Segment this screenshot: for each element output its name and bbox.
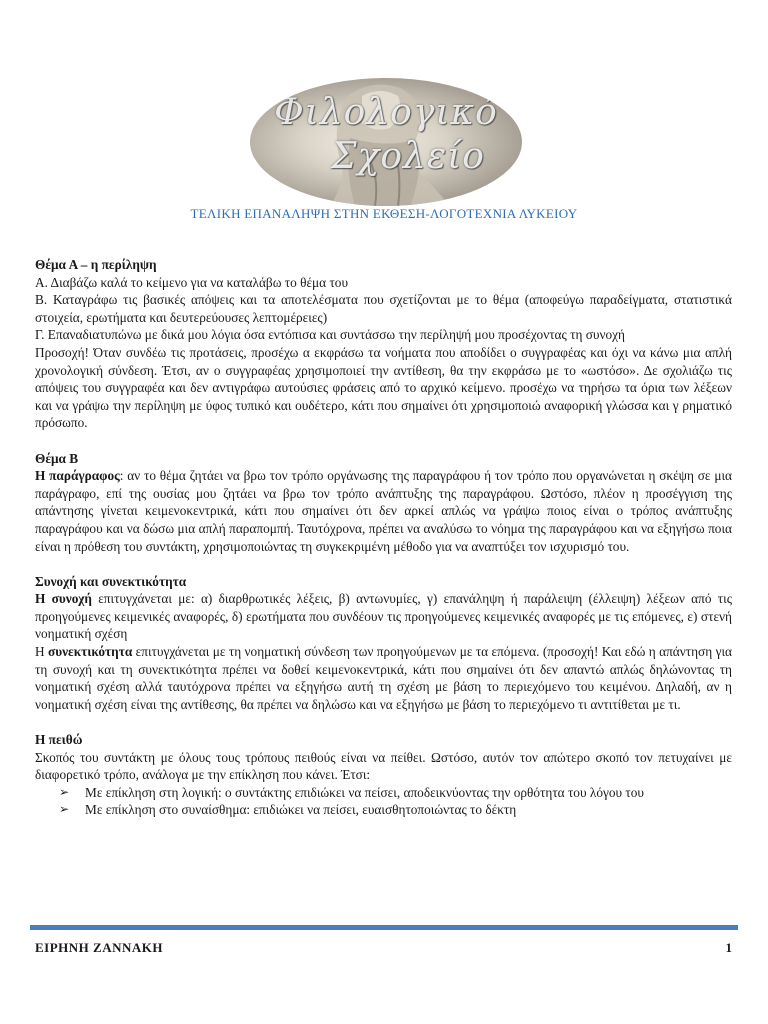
- cohesion-heading: Συνοχή και συνεκτικότητα: [35, 573, 187, 589]
- list-item-text: Με επίκληση στη λογική: ο συντάκτης επιδιώκει να πείσει, αποδεικνύοντας την ορθότητα του λόγου του: [85, 784, 644, 800]
- section-a-note: Προσοχή! Όταν συνδέω τις προτάσεις, προσέχω α εκφράσω τα νοήματα που αποδίδει ο συγγραφέας και όχι να κάνω μια απλή χρονολογική σύνδεση. Έτσι, αν ο συγγραφέας χρησιμοποιεί την αντίθεση, θα την εκφράσω με το «ωστόσο». Δε σχολιάζω τις απόψεις του συγγραφέα και δεν αντιγράφω αυτούσιες φράσεις από το αρχικό κείμενο. προσέχω να τηρήσω τα όρια των λέξεων και να γράψω την περίληψη με ύφος τυπικό και ουδέτερο, κάτι που σημαίνει ότι χρησιμοποιώ αναφορική γλώσσα και γ ρηματικό πρόσωπο.: [35, 344, 732, 431]
- cohesion-term: Η συνοχή: [35, 591, 92, 607]
- list-item: [35, 784, 732, 802]
- arrowhead-bullet-icon: ➢: [59, 784, 70, 799]
- coherence-paragraph: [35, 643, 732, 713]
- cohesion-paragraph: [35, 590, 732, 643]
- arrowhead-bullet-icon: ➢: [59, 802, 70, 817]
- section-b-heading: Θέμα Β: [35, 450, 79, 466]
- coherence-term: συνεκτικότητα: [47, 644, 133, 660]
- footer-author: ΕΙΡΗΝΗ ΖΑΝΝΑΚΗ: [35, 940, 163, 955]
- cohesion-text: επιτυγχάνεται με: α) διαρθρωτικές λέξεις, β) αντωνυμίες, γ) επανάληψη ή παράλειψη (έλλειψη) λέξεων από τις προηγούμενες κειμενικές αναφορές, δ) ερωτήματα που συνδέουν τις προηγούμενες κειμενικές αναφορές με τις επόμενες, ε) στενή νοηματική σχέση: [35, 591, 732, 642]
- section-b-text: : αν το θέμα ζητάει να βρω τον τρόπο οργάνωσης της παραγράφου ή τον τρόπο που οργανώνεται η σκέψη σε μια παράγραφο, επί της ουσίας μου ζητάει να βρω τον τρόπο ανάπτυξης της παραγράφου. Ωστόσο, πλέον η προσέγγιση της απάντησης γίνεται κειμενοκεντρικά, κάτι που σημαίνει ότι δεν αρκεί απλώς να γράψω ποιος είναι ο τρόπος ανάπτυξης παραγράφου και να δώσω μια απλή παραπομπή. Ταυτόχρονα, πρέπει να αναλύσω το νόημα της παραγράφου και να εξηγήσω ποια είναι η πρόθεση του συντάκτη, χρησιμοποιώντας τη συγκεκριμένη μέθοδο για να αναπτύξει τον ισχυρισμό του.: [35, 468, 732, 554]
- section-a-step-a: Α. Διαβάζω καλά το κείμενο για να καταλάβω το θέμα του: [35, 274, 349, 290]
- section-a-heading: Θέμα Α – η περίληψη: [35, 257, 157, 272]
- coherence-prefix: Η: [35, 644, 48, 660]
- coherence-text: επιτυγχάνεται με τη νοηματική σύνδεση των προηγούμενων με τα επόμενα. (προσοχή! Και εδώ η απάντηση για τη συνοχή και τη συνεκτικότητα πρέπει να δοθεί κειμενοκεντρικά, κάτι που σημαίνει ότι δεν απαντώ απλώς δηλώνοντας τη νοηματική σχέση αλλά ταυτόχρονα πρέπει να εξηγήσω αυτή τη σχέση με βάση το περιεχόμενο του κειμένου. Δηλαδή, αν η νοηματική σχέση είναι της αντίθεσης, θα πρέπει να δηλώσω και να εξηγήσω με βάση το περιεχόμενο τι αντιτίθεται με τι.: [35, 644, 732, 712]
- list-item-text: Με επίκληση στο συναίσθημα: επιδιώκει να πείσει, ευαισθητοποιώντας το δέκτη: [85, 802, 517, 818]
- footer-divider: [30, 925, 738, 930]
- persuasion-intro: Σκοπός του συντάκτη με όλους τους τρόπους πειθούς είναι να πείθει. Ωστόσο, αυτόν τον απώτερο σκοπό τον πετυχαίνει με διαφορετικό τρόπο, ανάλογα με την επίκληση που κάνει. Έτσι:: [35, 749, 732, 783]
- persuasion-list: [35, 784, 732, 819]
- document-body: [35, 256, 732, 819]
- list-item: [35, 801, 732, 819]
- document-title: ΤΕΛΙΚΗ ΕΠΑΝΑΛΗΨΗ ΣΤΗΝ ΕΚΘΕΣΗ-ΛΟΓΟΤΕΧΝΙΑ ΛΥΚΕΙΟΥ: [190, 206, 578, 221]
- section-a-step-c: Γ. Επαναδιατυπώνω με δικά μου λόγια όσα εντόπισα και συντάσσω την περίληψή μου προσέχοντας τη συνοχή: [35, 327, 625, 343]
- school-logo: [250, 78, 522, 206]
- page-number: 1: [725, 940, 732, 955]
- section-b-term: Η παράγραφος: [35, 468, 120, 484]
- persuasion-heading: Η πειθώ: [35, 732, 83, 748]
- section-b-paragraph: [35, 467, 732, 555]
- section-a-step-b: Β. Καταγράφω τις βασικές απόψεις και τα αποτελέσματα που σχετίζονται με το θέμα (αποφεύγω παραδείγματα, στατιστικά στοιχεία, ερωτήματα και δευτερεύουσες λεπτομέρειες): [35, 292, 732, 325]
- logo-text-line2: Σχολείο: [331, 136, 485, 177]
- logo-text-line1: Φιλολογικό: [274, 92, 498, 133]
